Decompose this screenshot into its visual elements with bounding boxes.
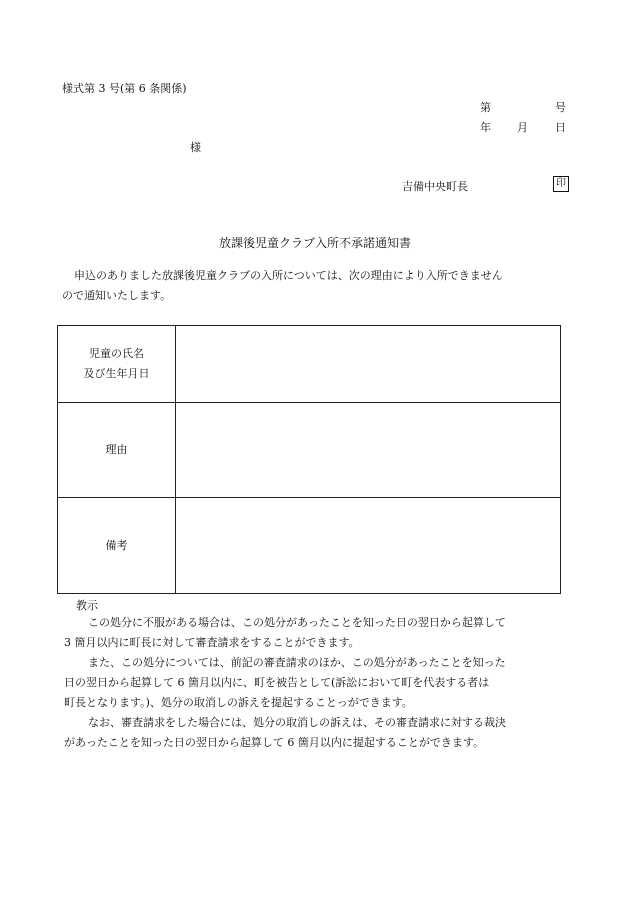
reason-label: 理由: [58, 403, 176, 498]
date-year-label: 年: [480, 121, 491, 134]
instruction-heading: 教示: [76, 599, 98, 612]
document-number-suffix: 号: [555, 101, 566, 114]
intro-line-1: 申込のありました放課後児童クラブの入所については、次の理由により入所できません: [74, 269, 503, 282]
reason-field: [176, 403, 561, 498]
intro-line-2: ので通知いたします。: [62, 289, 172, 302]
seal-stamp: 印: [553, 176, 569, 192]
document-title: 放課後児童クラブ入所不承諾通知書: [218, 236, 411, 250]
date-month-label: 月: [517, 121, 528, 134]
table-row: [58, 403, 561, 498]
info-table: [57, 325, 561, 594]
instruction-paragraph-3: なお、審査請求をした場合には、処分の取消しの訴えは、その審査請求に対する裁決 があったことを知った日の翌日から起算して 6 箇月以内に提起することができます。: [64, 716, 506, 749]
remarks-field: [176, 498, 561, 594]
table-row: [58, 326, 561, 403]
child-name-birthdate-field: [176, 326, 561, 403]
remarks-label: 備考: [58, 498, 176, 594]
intro-paragraph: [62, 266, 582, 306]
date-day-label: 日: [555, 121, 566, 134]
instruction-body: [64, 613, 570, 753]
instruction-paragraph-2: また、この処分については、前記の審査請求のほか、この処分があったことを知った 日の翌日から起算して 6 箇月以内に、町を被告として(訴訟において町を代表する者は 町長となります。)、処分の取消しの訴えを提起することっができます。: [64, 656, 506, 709]
table-row: [58, 498, 561, 594]
child-name-birthdate-label: 児童の氏名 及び生年月日: [58, 326, 176, 403]
instruction-paragraph-1: この処分に不服がある場合は、この処分があったことを知った日の翌日から起算して 3 箇月以内に町長に対して審査請求をすることができます。: [64, 616, 506, 649]
document-number-label: 第: [480, 101, 491, 114]
sender-name: 吉備中央町長: [402, 180, 468, 193]
addressee-suffix: 様: [190, 141, 201, 154]
form-number: 様式第 3 号(第 6 条関係): [62, 82, 187, 95]
